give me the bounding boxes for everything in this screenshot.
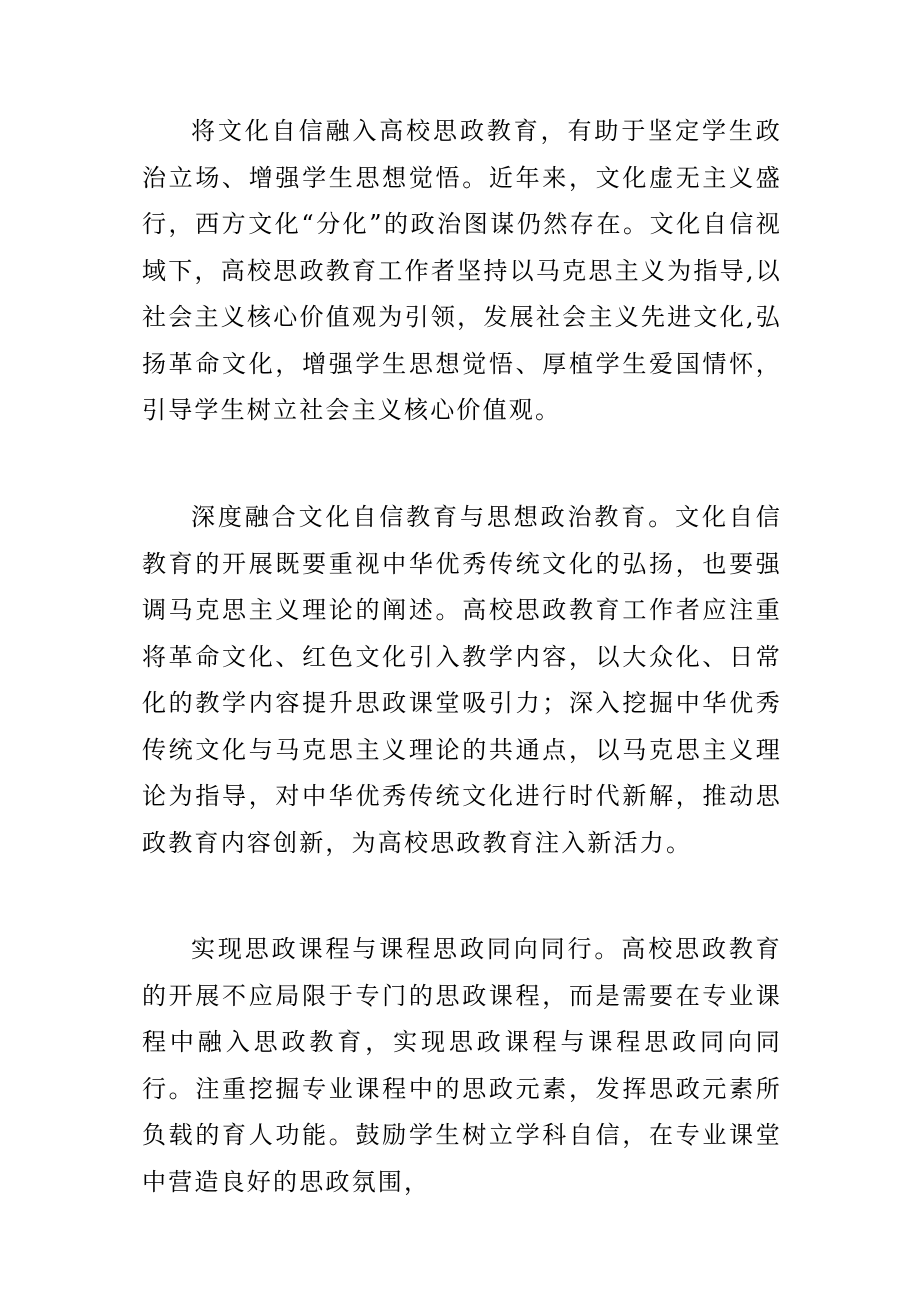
paragraph-3: 实现思政课程与课程思政同向同行。高校思政教育的开展不应局限于专门的思政课程，而是需要在专业课程中融入思政教育，实现思政课程与课程思政同向同行。注重挖掘专业课程中的思政元素，发挥思政元素所负载的育人功能。鼓励学生树立学科自信，在专业课堂中营造良好的思政氛围， bbox=[142, 935, 782, 1196]
paragraph-2: 深度融合文化自信教育与思想政治教育。文化自信教育的开展既要重视中华优秀传统文化的弘扬，也要强调马克思主义理论的阐述。高校思政教育工作者应注重将革命文化、红色文化引入教学内容，以大众化、日常化的教学内容提升思政课堂吸引力；深入挖掘中华优秀传统文化与马克思主义理论的共通点，以马克思主义理论为指导，对中华优秀传统文化进行时代新解，推动思政教育内容创新，为高校思政教育注入新活力。 bbox=[142, 503, 782, 857]
paragraph-1: 将文化自信融入高校思政教育，有助于坚定学生政治立场、增强学生思想觉悟。近年来，文化虚无主义盛行，西方文化“分化”的政治图谋仍然存在。文化自信视域下，高校思政教育工作者坚持以马克思主义为指导,以社会主义核心价值观为引领，发展社会主义先进文化,弘扬革命文化，增强学生思想觉悟、厚植学生爱国情怀，引导学生树立社会主义核心价值观。 bbox=[142, 117, 782, 424]
